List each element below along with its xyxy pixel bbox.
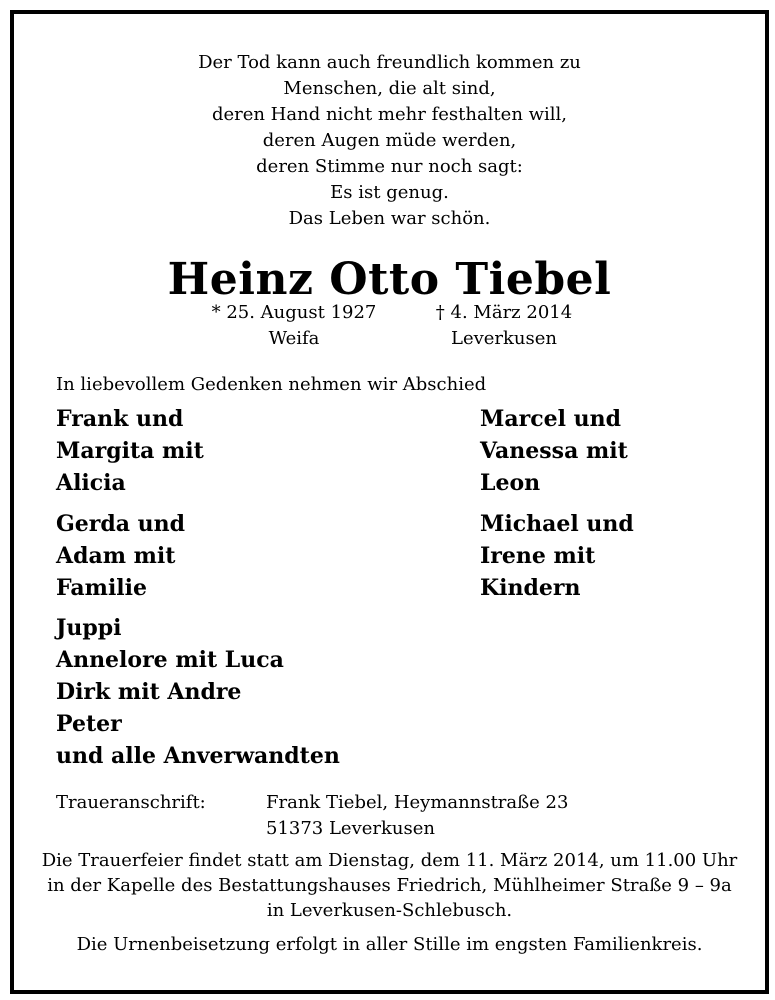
- mourner-group: [56, 612, 340, 772]
- address-label: Traueranschrift:: [56, 792, 206, 813]
- mourner-line: Leon: [480, 470, 541, 496]
- address-line: Frank Tiebel, Heymannstraße 23: [266, 792, 569, 813]
- mourner-line: Irene mit: [480, 543, 596, 569]
- ceremony-line: in der Kapelle des Bestattungshauses Friedrich, Mühlheimer Straße 9 – 9a: [47, 875, 732, 896]
- mourner-line: Margita mit: [56, 438, 204, 464]
- poem-line: Es ist genug.: [330, 182, 449, 203]
- mourner-group: [56, 508, 185, 604]
- poem-line: deren Hand nicht mehr festhalten will,: [211, 104, 568, 125]
- mourner-line: Frank und: [56, 406, 184, 432]
- mourner-line: Kindern: [480, 575, 581, 601]
- death-date: † 4. März 2014: [435, 302, 573, 323]
- mourner-line: Annelore mit Luca: [56, 647, 284, 673]
- mourner-line: und alle Anverwandten: [56, 743, 340, 769]
- mourner-line: Vanessa mit: [480, 438, 628, 464]
- mourner-line: Familie: [56, 575, 148, 601]
- mourner-line: Alicia: [56, 470, 126, 496]
- poem-line: Der Tod kann auch freundlich kommen zu: [198, 52, 581, 73]
- mourner-line: Juppi: [56, 615, 122, 641]
- birth-date: * 25. August 1927: [211, 302, 377, 323]
- mourner-line: Peter: [56, 711, 122, 737]
- obituary-frame: [10, 10, 769, 994]
- mourner-line: Gerda und: [56, 511, 186, 537]
- ceremony-line: in Leverkusen-Schlebusch.: [266, 900, 513, 921]
- mourner-group: [56, 403, 204, 499]
- mourner-line: Michael und: [480, 511, 634, 537]
- urn-notice: Die Urnenbeisetzung erfolgt in aller Stille im engsten Familienkreis.: [76, 934, 703, 955]
- mourner-line: Adam mit: [56, 543, 176, 569]
- mourner-line: Marcel und: [480, 406, 621, 432]
- poem-line: deren Augen müde werden,: [262, 130, 517, 151]
- death-place: Leverkusen: [450, 328, 557, 349]
- ceremony-notice: [14, 848, 765, 923]
- farewell-intro: In liebevollem Gedenken nehmen wir Abschied: [56, 374, 487, 395]
- ceremony-line: Die Trauerfeier findet statt am Dienstag, dem 11. März 2014, um 11.00 Uhr: [41, 850, 738, 871]
- poem-line: Das Leben war schön.: [288, 208, 491, 229]
- mourner-group: [480, 403, 628, 499]
- deceased-name: Heinz Otto Tiebel: [167, 254, 612, 305]
- poem-line: deren Stimme nur noch sagt:: [256, 156, 523, 177]
- mourner-group: [480, 508, 634, 604]
- poem: [14, 50, 765, 232]
- mourner-line: Dirk mit Andre: [56, 679, 242, 705]
- death-info: [414, 300, 594, 352]
- mourning-address: [266, 790, 568, 842]
- birth-place: Weifa: [268, 328, 320, 349]
- poem-line: Menschen, die alt sind,: [283, 78, 496, 99]
- birth-info: [194, 300, 394, 352]
- address-line: 51373 Leverkusen: [266, 818, 435, 839]
